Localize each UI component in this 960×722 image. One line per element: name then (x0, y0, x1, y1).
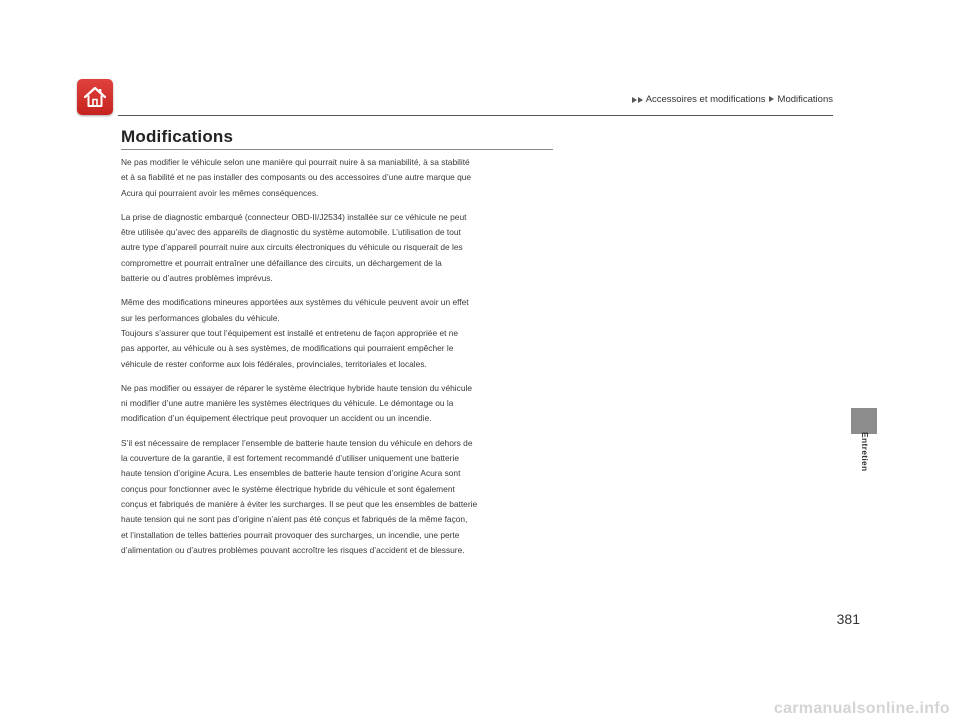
text-line: être utilisée qu’avec des appareils de diagnostic du système automobile. L’utilisation de tout (121, 227, 461, 238)
breadcrumb-arrow-icon (632, 97, 637, 103)
breadcrumb-separator-icon (769, 96, 774, 102)
text-line: haute tension d’origine Acura. Les ensembles de batterie haute tension d’origine Acura sont (121, 468, 461, 479)
text-line: pas apporter, au véhicule ou à ses systèmes, de modifications qui pourraient empêcher le (121, 343, 454, 354)
paragraph-electrical-system (121, 381, 553, 427)
text-line: compromettre et pourrait entraîner une défaillance des circuits, un déchargement de la (121, 257, 442, 268)
text-line: ni modifier d’une autre manière les systèmes électriques du véhicule. Le démontage ou la (121, 398, 454, 409)
text-line: véhicule de rester conforme aux lois fédérales, provinciales, territoriales et locales. (121, 358, 427, 369)
header-divider (118, 115, 833, 116)
breadcrumb-item-page[interactable]: Modifications (777, 94, 833, 105)
home-button[interactable] (77, 79, 113, 115)
body-text (121, 155, 553, 567)
section-tab-label: Entretien (860, 432, 870, 472)
paragraph-minor-modifications (121, 295, 553, 371)
paragraph-chassis (121, 155, 553, 201)
text-line: haute tension qui ne sont pas d’origine n’aient pas été conçus et fabriqués de la même façon, (121, 514, 468, 525)
text-line: autre type d’appareil pourrait nuire aux circuits électroniques du véhicule ou risquerait de les (121, 242, 463, 253)
paragraph-battery (121, 436, 553, 558)
text-line: la couverture de la garantie, il est fortement recommandé d’utiliser uniquement une batterie (121, 453, 459, 464)
page-number: 381 (836, 611, 860, 627)
text-line: conçus et fabriqués de manière à éviter les surcharges. Il se peut que les ensembles de batterie (121, 498, 478, 509)
paragraph-diagnostic (121, 210, 553, 286)
text-line: S’il est nécessaire de remplacer l’ensemble de batterie haute tension du véhicule en dehors de (121, 437, 473, 448)
text-line: sur les performances globales du véhicule. (121, 312, 280, 323)
text-line: Même des modifications mineures apportées aux systèmes du véhicule peuvent avoir un effet (121, 297, 469, 308)
section-tab[interactable] (851, 408, 877, 434)
text-line: Ne pas modifier le véhicule selon une manière qui pourrait nuire à sa maniabilité, à sa stabilité (121, 157, 470, 167)
text-line: Ne pas modifier ou essayer de réparer le système électrique hybride haute tension du véhicule (121, 382, 473, 393)
title-divider (121, 149, 553, 150)
breadcrumb-arrow-icon (638, 97, 643, 103)
watermark: carmanualsonline.info (773, 700, 950, 717)
text-line: et l’installation de telles batteries pourrait provoquer des surcharges, un incendie, une perte (121, 529, 460, 540)
text-line: Toujours s’assurer que tout l’équipement est installé et entretenu de façon appropriée et ne (121, 327, 459, 338)
text-line: Acura qui pourraient avoir les mêmes conséquences. (121, 187, 319, 198)
text-line: conçus pour fonctionner avec le système électrique hybride du véhicule et sont également (121, 483, 455, 494)
text-line: et à sa fiabilité et ne pas installer des composants ou des accessoires d’une autre marque que (121, 172, 472, 183)
text-line: d’alimentation ou d’autres problèmes pouvant accroître les risques d’accident et de blessure. (121, 544, 465, 555)
text-line: La prise de diagnostic embarqué (connecteur OBD-II/J2534) installée sur ce véhicule ne peut (121, 211, 467, 222)
text-line: batterie ou d’autres problèmes imprévus. (121, 273, 273, 284)
text-line: modification d’un équipement électrique peut provoquer un accident ou un incendie. (121, 413, 432, 424)
breadcrumb (632, 94, 833, 105)
home-icon (82, 85, 108, 109)
page-title: Modifications (121, 127, 234, 146)
breadcrumb-item-section[interactable]: Accessoires et modifications (645, 94, 766, 105)
